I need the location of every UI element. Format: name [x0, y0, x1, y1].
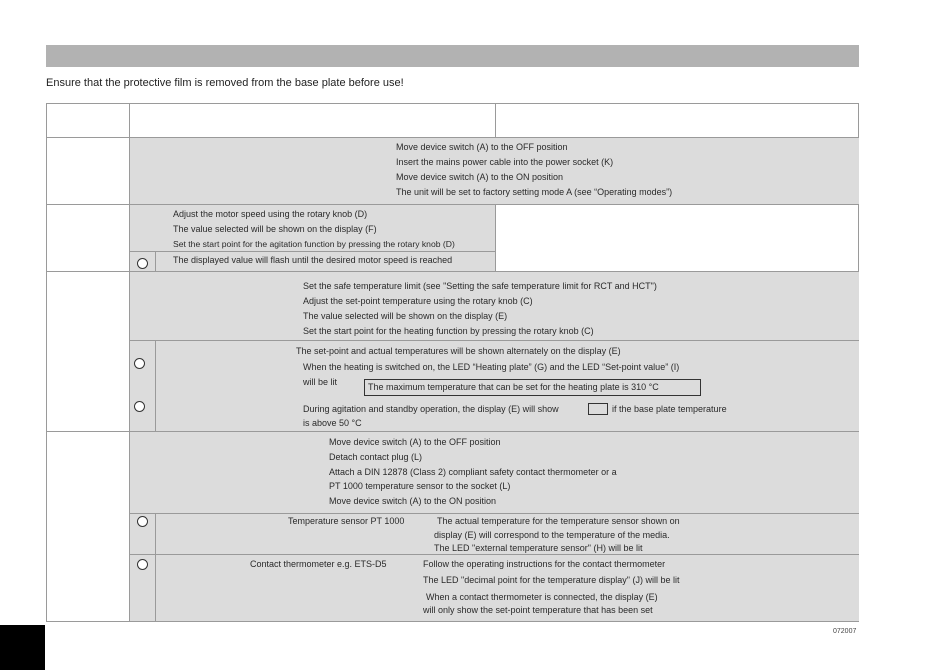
section1-line: Move device switch (A) to the ON position	[396, 172, 564, 182]
max-temp-note: The maximum temperature that can be set for the heating plate is 310 °C	[368, 382, 659, 392]
column-divider	[155, 251, 156, 271]
sensor-line: The LED "external temperature sensor" (H) will be lit	[434, 543, 643, 553]
section3-line: Set the start point for the heating function by pressing the rotary knob (C)	[303, 326, 594, 336]
row-divider	[47, 271, 859, 272]
section4-line: PT 1000 temperature sensor to the socket (L)	[329, 481, 511, 491]
section1-line: The unit will be set to factory setting mode A (see “Operating modes”)	[396, 187, 673, 197]
section1-line: Insert the mains power cable into the power socket (K)	[396, 157, 614, 167]
row-divider	[130, 251, 496, 252]
row-divider	[130, 554, 859, 555]
section3-led-note-cont: will be lit	[303, 377, 338, 387]
section3-line: The value selected will be shown on the display (E)	[303, 311, 508, 321]
section2-line: The value selected will be shown on the display (F)	[173, 224, 377, 234]
document-code: 072007	[833, 628, 857, 635]
standby-note: During agitation and standby operation, the display (E) will show	[303, 404, 559, 414]
section3-line: Adjust the set-point temperature using the rotary knob (C)	[303, 296, 533, 306]
thermometer-line: Follow the operating instructions for the contact thermometer	[423, 559, 666, 569]
section1-line: Move device switch (A) to the OFF position	[396, 142, 568, 152]
display-symbol-box	[588, 403, 608, 415]
row-divider	[130, 513, 859, 514]
thermometer-line: When a contact thermometer is connected, the display (E)	[426, 592, 658, 602]
thermometer-label: Contact thermometer e.g. ETS-D5	[250, 559, 387, 569]
row-divider	[130, 340, 859, 341]
section-header-bar	[46, 45, 859, 67]
section4-line: Detach contact plug (L)	[329, 452, 423, 462]
section2-line: Adjust the motor speed using the rotary knob (D)	[173, 209, 368, 219]
column-divider	[129, 104, 130, 621]
section4-line: Move device switch (A) to the OFF position	[329, 437, 501, 447]
intro-warning: Ensure that the protective film is removed from the base plate before use!	[46, 77, 404, 89]
section3-alternate-note: The set-point and actual temperatures will be shown alternately on the display (E)	[296, 346, 621, 356]
note-circle-icon	[137, 559, 148, 570]
section4-line: Move device switch (A) to the ON position	[329, 496, 497, 506]
note-circle-icon	[134, 358, 145, 369]
thermometer-line: will only show the set-point temperature that has been set	[423, 605, 653, 615]
page-corner-tab	[0, 625, 45, 670]
section2-line: Set the start point for the agitation function by pressing the rotary knob (D)	[173, 239, 455, 249]
row-divider	[47, 137, 859, 138]
standby-note-cont: if the base plate temperature	[612, 404, 727, 414]
row-divider	[47, 204, 859, 205]
section3-line: Set the safe temperature limit (see "Setting the safe temperature limit for RCT and HCT")	[303, 281, 657, 291]
column-divider	[155, 513, 156, 621]
section4-line: Attach a DIN 12878 (Class 2) compliant safety contact thermometer or a	[329, 467, 617, 477]
note-circle-icon	[137, 516, 148, 527]
sensor-line: display (E) will correspond to the temperature of the media.	[434, 530, 670, 540]
thermometer-line: The LED "decimal point for the temperature display" (J) will be lit	[423, 575, 680, 585]
column-divider	[495, 204, 496, 271]
note-circle-icon	[137, 258, 148, 269]
column-divider	[495, 104, 496, 137]
column-divider	[155, 340, 156, 431]
sensor-line: The actual temperature for the temperature sensor shown on	[437, 516, 680, 526]
note-circle-icon	[134, 401, 145, 412]
sensor-label: Temperature sensor PT 1000	[288, 516, 405, 526]
standby-note-end: is above 50 °C	[303, 418, 362, 428]
section3-led-note: When the heating is switched on, the LED “Heating plate” (G) and the LED “Set-point value” (I)	[303, 362, 680, 372]
row-divider	[47, 431, 859, 432]
section2-note: The displayed value will flash until the desired motor speed is reached	[173, 255, 453, 265]
